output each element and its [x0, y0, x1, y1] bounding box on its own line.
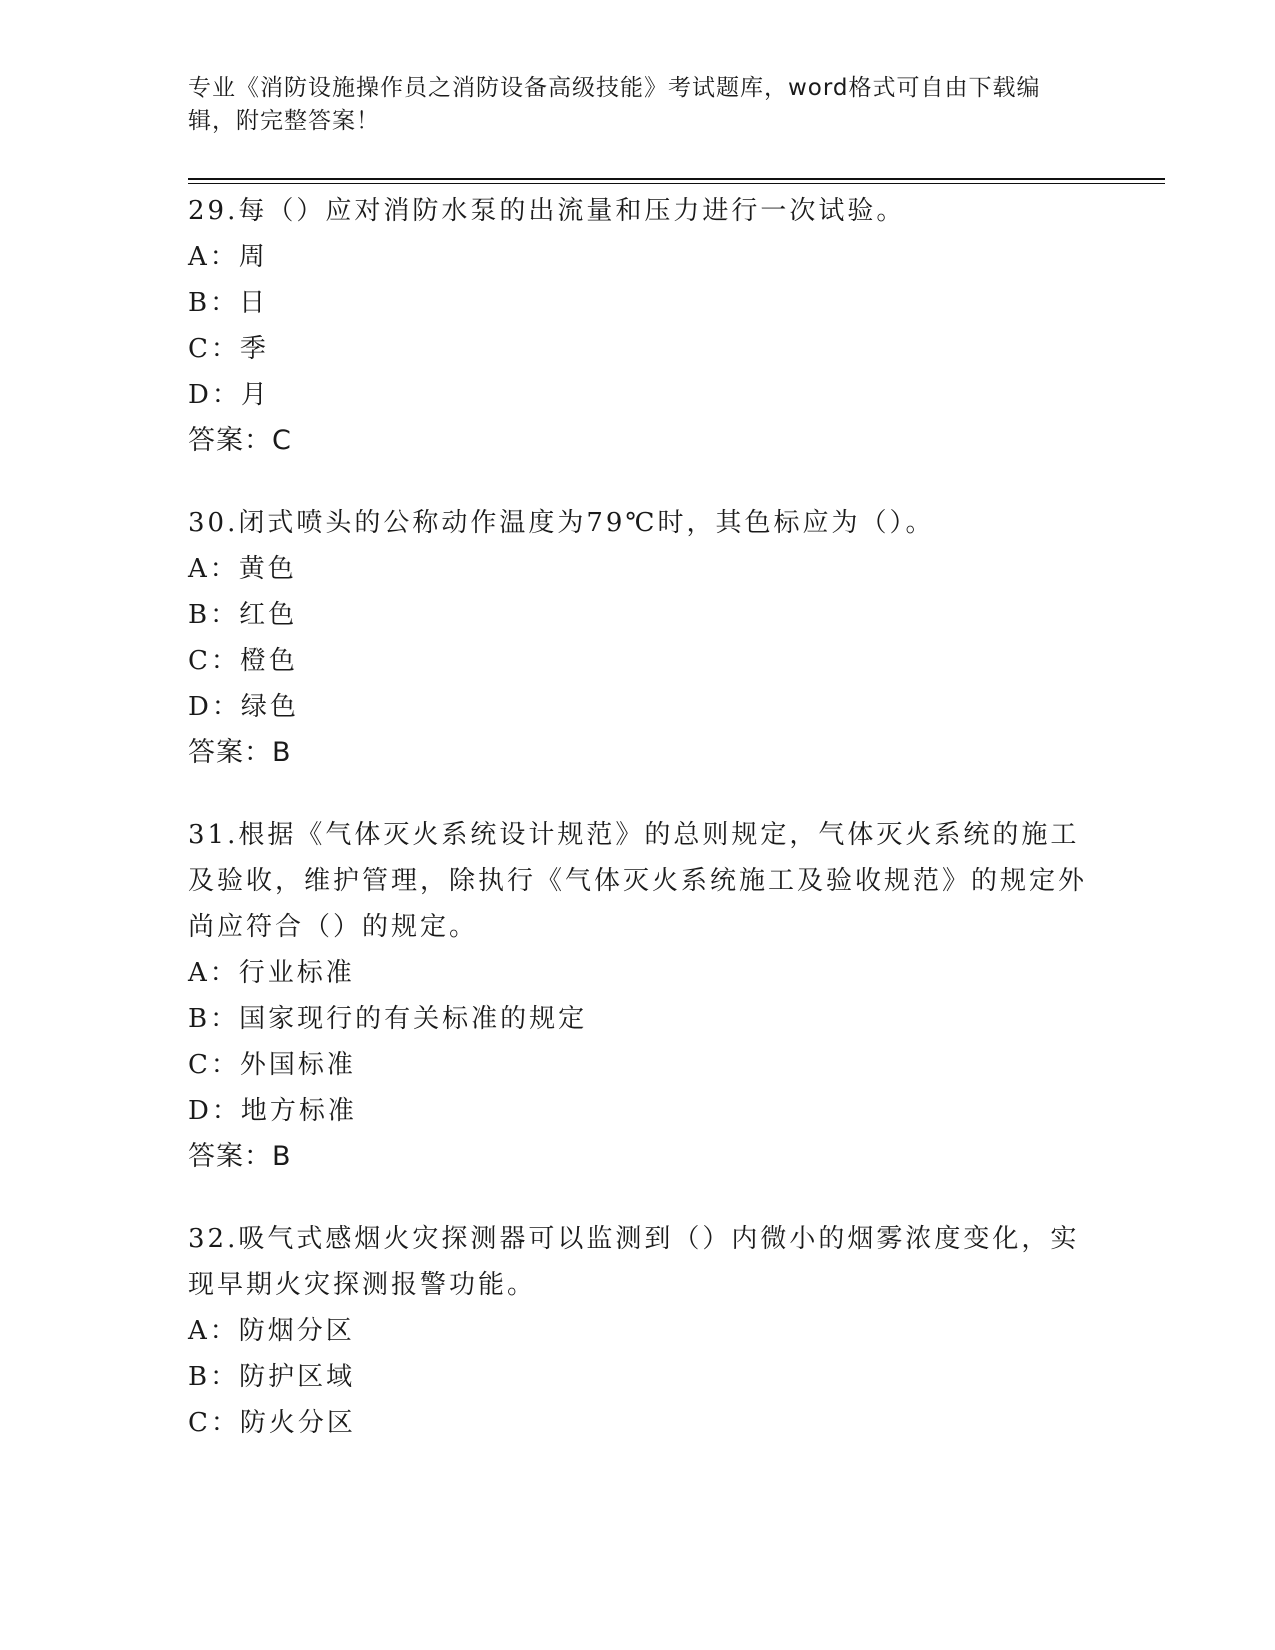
option-d: [188, 1088, 1088, 1134]
question-list: [188, 188, 1088, 1482]
option-letter: C：: [188, 1050, 240, 1080]
option-text: 季: [239, 334, 269, 364]
option-text: 防火分区: [239, 1408, 356, 1438]
option-letter: A：: [188, 242, 239, 272]
option-b: [188, 592, 1088, 638]
option-letter: A：: [188, 554, 239, 584]
question-stem: 29.每（）应对消防水泵的出流量和压力进行一次试验。: [188, 196, 906, 226]
option-letter: B：: [188, 288, 240, 318]
option-text: 黄色: [238, 554, 297, 584]
option-text: 日: [239, 288, 269, 318]
option-letter: D：: [188, 1096, 241, 1126]
option-c: [188, 1042, 1088, 1088]
option-letter: B：: [188, 1004, 240, 1034]
option-a: [188, 1308, 1088, 1354]
option-letter: C：: [188, 646, 240, 676]
answer-line: 答案：B: [188, 1141, 292, 1172]
option-b: [188, 996, 1088, 1042]
option-text: 行业标准: [238, 958, 355, 988]
question-stem: 30.闭式喷头的公称动作温度为79℃时，其色标应为（）。: [188, 508, 935, 538]
document-header: 专业《消防设施操作员之消防设备高级技能》考试题库，word格式可自由下载编辑，附完整答案！: [188, 75, 1041, 134]
option-text: 地方标准: [240, 1096, 357, 1126]
option-letter: D：: [188, 692, 241, 722]
header-rule-thin: [188, 183, 1165, 184]
option-text: 绿色: [240, 692, 299, 722]
option-d: [188, 684, 1088, 730]
answer-line: 答案：B: [188, 737, 292, 768]
answer-line: 答案：C: [188, 425, 292, 456]
option-letter: B：: [188, 600, 240, 630]
option-text: 外国标准: [239, 1050, 356, 1080]
option-text: 防护区域: [239, 1362, 356, 1392]
header-rule-thick: [188, 178, 1165, 180]
option-letter: A：: [188, 958, 239, 988]
option-text: 橙色: [239, 646, 298, 676]
question-stem: 31.根据《气体灭火系统设计规范》的总则规定，气体灭火系统的施工及验收，维护管理，除执行《气体灭火系统施工及验收规范》的规定外尚应符合（）的规定。: [188, 820, 1088, 942]
option-letter: A：: [188, 1316, 239, 1346]
option-c: [188, 638, 1088, 684]
option-text: 防烟分区: [238, 1316, 355, 1346]
question-31: [188, 812, 1088, 1180]
option-text: 周: [238, 242, 268, 272]
question-30: [188, 500, 1088, 776]
option-text: 红色: [239, 600, 298, 630]
option-b: [188, 1354, 1088, 1400]
option-a: [188, 546, 1088, 592]
option-letter: C：: [188, 1408, 240, 1438]
option-b: [188, 280, 1088, 326]
option-a: [188, 234, 1088, 280]
option-text: 月: [240, 380, 270, 410]
question-stem: 32.吸气式感烟火灾探测器可以监测到（）内微小的烟雾浓度变化，实现早期火灾探测报警功能。: [188, 1224, 1080, 1300]
option-letter: C：: [188, 334, 240, 364]
question-29: [188, 188, 1088, 464]
option-a: [188, 950, 1088, 996]
option-c: [188, 1400, 1088, 1446]
option-letter: B：: [188, 1362, 240, 1392]
option-c: [188, 326, 1088, 372]
option-text: 国家现行的有关标准的规定: [239, 1004, 588, 1034]
question-32: [188, 1216, 1088, 1446]
option-letter: D：: [188, 380, 241, 410]
option-d: [188, 372, 1088, 418]
